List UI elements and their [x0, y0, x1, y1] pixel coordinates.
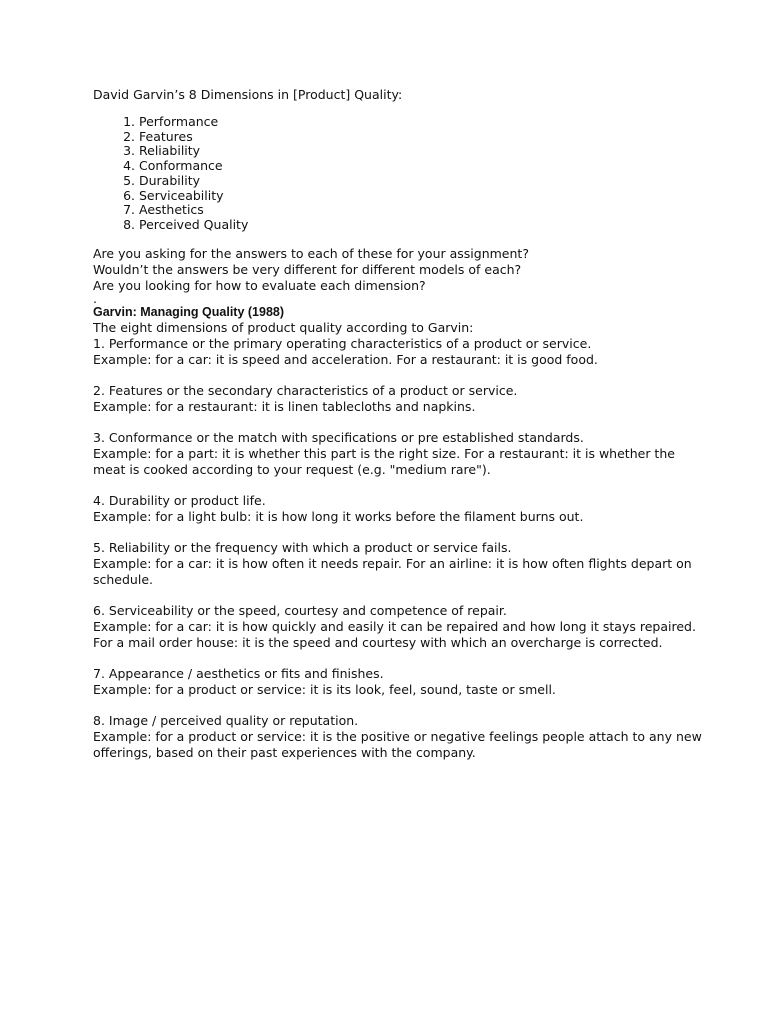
list-item: 6. Serviceability [139, 189, 708, 204]
dimension-example: Example: for a car: it is how quickly and easily it can be repaired and how long it stays repaired. For a mail order house: it is the speed and courtesy with which an overcharge is corrected. [93, 618, 696, 650]
dimension-detail [93, 540, 708, 588]
list-item: 8. Perceived Quality [139, 218, 708, 233]
question-line: Are you asking for the answers to each of these for your assignment? [93, 245, 529, 261]
section-heading: Garvin: Managing Quality (1988) [93, 304, 285, 319]
dimension-detail [93, 383, 708, 415]
dimension-heading: 3. Conformance or the match with specifications or pre established standards. [93, 429, 584, 445]
questions-block [93, 246, 708, 294]
document-title: David Garvin’s 8 Dimensions in [Product] Quality: [93, 87, 403, 102]
list-item: 5. Durability [139, 174, 708, 189]
dimension-example: Example: for a car: it is how often it needs repair. For an airline: it is how often flights depart on schedule. [93, 555, 692, 587]
dimension-heading: 6. Serviceability or the speed, courtesy and competence of repair. [93, 602, 507, 618]
dimension-heading: 5. Reliability or the frequency with which a product or service fails. [93, 539, 512, 555]
dimensions-list [93, 115, 708, 233]
dimension-example: Example: for a light bulb: it is how long it works before the filament burns out. [93, 508, 584, 524]
dimension-detail [93, 493, 708, 525]
dimension-example: Example: for a product or service: it is its look, feel, sound, taste or smell. [93, 681, 556, 697]
dimension-detail [93, 713, 708, 761]
dimension-heading: 8. Image / perceived quality or reputation. [93, 712, 359, 728]
dimension-example: Example: for a car: it is speed and acceleration. For a restaurant: it is good food. [93, 351, 598, 367]
dimension-heading: 7. Appearance / aesthetics or fits and finishes. [93, 665, 384, 681]
list-item: 4. Conformance [139, 159, 708, 174]
dimension-heading: 1. Performance or the primary operating characteristics of a product or service. [93, 335, 592, 351]
dimension-detail [93, 430, 708, 478]
dimension-example: Example: for a part: it is whether this part is the right size. For a restaurant: it is whether the meat is cooked according to your request (e.g. "medium rare"). [93, 445, 675, 477]
dimension-detail [93, 336, 708, 368]
dimension-heading: 2. Features or the secondary characteristics of a product or service. [93, 382, 518, 398]
list-item: 7. Aesthetics [139, 203, 708, 218]
dimension-detail [93, 603, 708, 651]
list-item: 3. Reliability [139, 144, 708, 159]
dimension-detail [93, 666, 708, 698]
section-intro: The eight dimensions of product quality according to Garvin: [93, 319, 474, 335]
question-line: Are you looking for how to evaluate each dimension? [93, 277, 426, 293]
list-item: 2. Features [139, 130, 708, 145]
list-item: 1. Performance [139, 115, 708, 130]
dimension-example: Example: for a product or service: it is the positive or negative feelings people attach to any new offerings, based on their past experiences with the company. [93, 728, 702, 760]
dimension-heading: 4. Durability or product life. [93, 492, 266, 508]
question-line: Wouldn’t the answers be very different for different models of each? [93, 261, 522, 277]
dimension-example: Example: for a restaurant: it is linen tablecloths and napkins. [93, 398, 476, 414]
separator-dot: . [93, 290, 97, 306]
